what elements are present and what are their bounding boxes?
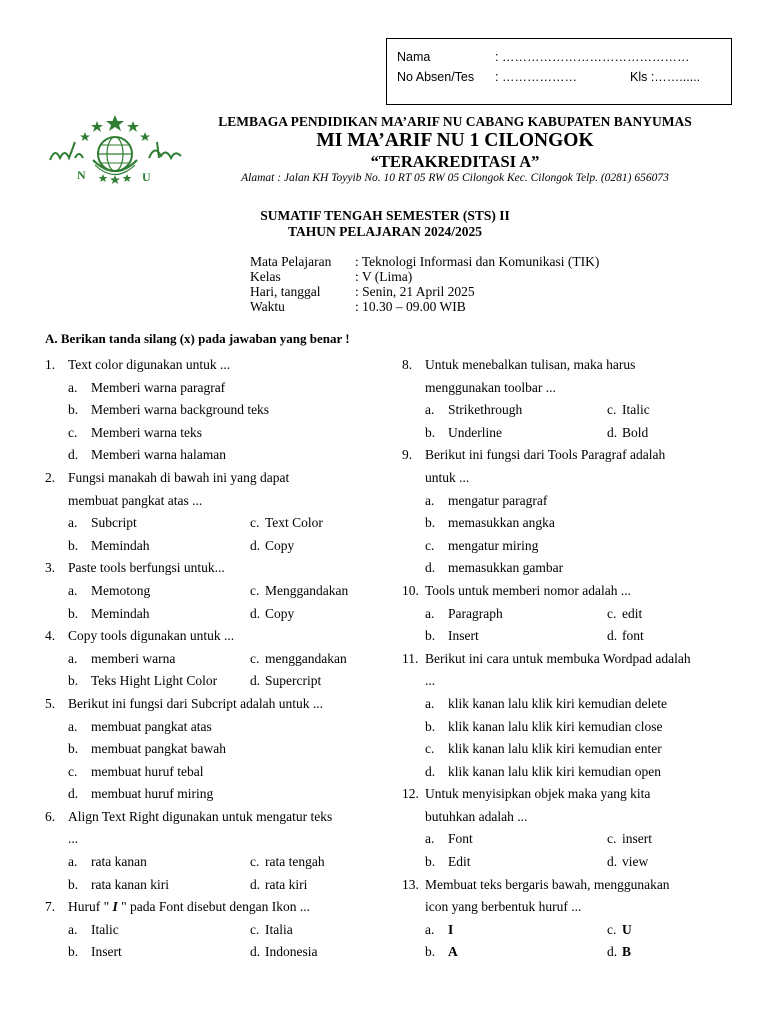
answer-option xyxy=(45,738,385,761)
option-letter[interactable]: a. xyxy=(68,854,78,870)
question-text: Berikut ini fungsi dari Subcript adalah untuk ... xyxy=(68,695,323,711)
option-letter[interactable]: d. xyxy=(68,447,79,463)
answer-option-pair xyxy=(45,874,385,897)
option-letter[interactable]: d. xyxy=(250,537,261,553)
option-letter[interactable]: d. xyxy=(250,944,261,960)
option-text: Memberi warna background teks xyxy=(91,402,270,418)
logo-letter-n: N xyxy=(77,168,86,182)
question-text: Membuat teks bergaris bawah, menggunakan xyxy=(425,876,670,892)
option-text: rata tengah xyxy=(265,854,325,870)
question-continuation xyxy=(402,806,742,829)
answer-option-pair xyxy=(45,580,385,603)
answer-option xyxy=(45,716,385,739)
answer-option xyxy=(45,761,385,784)
answer-option-pair xyxy=(45,670,385,693)
option-text: membuat pangkat atas xyxy=(91,718,212,734)
answer-option-pair xyxy=(45,919,385,942)
option-text: A xyxy=(448,944,458,960)
option-letter[interactable]: a. xyxy=(68,650,78,666)
option-letter[interactable]: b. xyxy=(425,515,436,531)
question-number: 4. xyxy=(45,628,56,644)
option-letter[interactable]: a. xyxy=(425,695,435,711)
option-letter[interactable]: b. xyxy=(425,628,436,644)
question-text: Untuk menyisipkan objek maka yang kita xyxy=(425,786,651,802)
student-identity-box xyxy=(386,38,732,105)
option-text: rata kanan xyxy=(91,854,147,870)
question-number: 2. xyxy=(45,469,56,485)
info-value: : V (Lima) xyxy=(355,269,413,284)
option-text: Strikethrough xyxy=(448,402,523,418)
question-number: 1. xyxy=(45,357,56,372)
option-letter[interactable]: c. xyxy=(425,537,435,553)
option-letter[interactable]: a. xyxy=(68,718,78,734)
option-letter[interactable]: d. xyxy=(607,628,618,644)
option-text: mengatur miring xyxy=(448,537,539,553)
exam-title: SUMATIF TENGAH SEMESTER (STS) II xyxy=(260,208,510,223)
answer-option-pair xyxy=(45,851,385,874)
option-letter[interactable]: b. xyxy=(68,876,79,892)
option-letter[interactable]: c. xyxy=(250,582,260,598)
answer-option xyxy=(402,693,742,716)
question-line xyxy=(402,874,742,897)
option-letter[interactable]: c. xyxy=(250,921,260,937)
question-text: Untuk menebalkan tulisan, maka harus xyxy=(425,357,636,372)
option-text: insert xyxy=(622,831,652,847)
option-text: Copy xyxy=(265,537,295,553)
question-line xyxy=(45,625,385,648)
option-letter[interactable]: c. xyxy=(250,650,260,666)
option-text: Paragraph xyxy=(448,605,503,621)
question-text: Paste tools berfungsi untuk... xyxy=(68,560,225,576)
option-letter[interactable]: d. xyxy=(607,944,618,960)
question-text: Copy tools digunakan untuk ... xyxy=(68,628,235,644)
info-label: Mata Pelajaran xyxy=(250,254,332,269)
question-continuation xyxy=(402,377,742,400)
answer-option-pair xyxy=(45,648,385,671)
question-continuation xyxy=(402,670,742,693)
question-number: 12. xyxy=(402,786,419,802)
option-text: Indonesia xyxy=(265,944,318,960)
option-letter[interactable]: a. xyxy=(68,379,78,395)
nu-logo-icon xyxy=(45,112,185,192)
answer-option-pair xyxy=(402,941,742,964)
option-letter[interactable]: c. xyxy=(425,741,435,757)
question-text: menggunakan toolbar ... xyxy=(425,379,556,395)
question-text: ... xyxy=(425,673,436,689)
question-text: Berikut ini fungsi dari Tools Paragraf adalah xyxy=(425,447,666,463)
option-text: Memindah xyxy=(91,537,150,553)
answer-option-pair xyxy=(45,535,385,558)
option-letter[interactable]: b. xyxy=(425,854,436,870)
name-label: Nama xyxy=(397,50,431,64)
option-letter[interactable]: b. xyxy=(425,944,436,960)
info-label: Hari, tanggal xyxy=(250,284,321,299)
question-continuation xyxy=(45,828,385,851)
name-field[interactable]: : ……………………………………… xyxy=(495,50,690,64)
info-label: Waktu xyxy=(250,299,285,314)
option-text: Memberi warna halaman xyxy=(91,447,226,463)
question-text-part: " pada Font disebut dengan Ikon ... xyxy=(121,899,311,915)
option-letter[interactable]: d. xyxy=(68,786,79,802)
option-text: edit xyxy=(622,605,643,621)
option-text: mengatur paragraf xyxy=(448,492,548,508)
class-field[interactable]: Kls :……...... xyxy=(630,70,701,84)
question-text: butuhkan adalah ... xyxy=(425,808,528,824)
option-letter[interactable]: c. xyxy=(607,402,617,418)
question-continuation xyxy=(402,467,742,490)
option-text: Supercript xyxy=(265,673,322,689)
option-text: Insert xyxy=(91,944,122,960)
option-letter[interactable]: b. xyxy=(68,673,79,689)
option-letter[interactable]: a. xyxy=(425,492,435,508)
question-line xyxy=(45,467,385,490)
answer-option-pair xyxy=(402,422,742,445)
option-letter[interactable]: c. xyxy=(250,515,260,531)
option-letter[interactable]: b. xyxy=(425,718,436,734)
option-text: membuat huruf miring xyxy=(91,786,214,802)
option-letter[interactable]: d. xyxy=(250,673,261,689)
info-value: : Senin, 21 April 2025 xyxy=(355,284,475,299)
question-line xyxy=(45,557,385,580)
answer-option xyxy=(45,377,385,400)
answer-option-pair xyxy=(45,603,385,626)
answer-option-pair xyxy=(402,625,742,648)
option-letter[interactable]: b. xyxy=(68,537,79,553)
answer-option-pair xyxy=(402,603,742,626)
option-text: Subcript xyxy=(91,515,137,531)
answer-option xyxy=(402,535,742,558)
option-letter[interactable]: c. xyxy=(250,854,260,870)
question-line xyxy=(402,783,742,806)
option-text: menggandakan xyxy=(265,650,347,666)
option-letter[interactable]: a. xyxy=(425,831,435,847)
option-letter[interactable]: a. xyxy=(425,402,435,418)
info-value: : 10.30 – 09.00 WIB xyxy=(355,299,466,314)
answer-option xyxy=(402,557,742,580)
question-text: untuk ... xyxy=(425,469,470,485)
option-text: rata kanan kiri xyxy=(91,876,169,892)
question-line xyxy=(402,648,742,671)
question-number: 8. xyxy=(402,357,413,372)
option-letter[interactable]: d. xyxy=(425,560,436,576)
question-line xyxy=(45,693,385,716)
option-text: view xyxy=(622,854,649,870)
option-letter[interactable]: a. xyxy=(68,921,78,937)
question-line xyxy=(402,580,742,603)
option-text: Italic xyxy=(622,402,650,418)
option-text: memasukkan gambar xyxy=(448,560,564,576)
option-letter[interactable]: d. xyxy=(425,763,436,779)
answer-option-pair xyxy=(45,512,385,535)
option-letter[interactable]: b. xyxy=(68,741,79,757)
question-line xyxy=(45,896,385,919)
question-number: 5. xyxy=(45,695,56,711)
option-text: Underline xyxy=(448,424,502,440)
option-text: B xyxy=(622,944,632,960)
option-text: klik kanan lalu klik kiri kemudian close xyxy=(448,718,663,734)
question-line xyxy=(45,354,385,377)
info-value: : Teknologi Informasi dan Komunikasi (TIK) xyxy=(355,254,600,269)
option-text: Memindah xyxy=(91,605,150,621)
question-text: Berikut ini cara untuk membuka Wordpad adalah xyxy=(425,650,691,666)
answer-option xyxy=(402,512,742,535)
question-line xyxy=(402,444,742,467)
option-letter[interactable]: d. xyxy=(250,876,261,892)
question-continuation xyxy=(45,490,385,513)
question-number: 11. xyxy=(402,650,419,666)
option-letter[interactable]: c. xyxy=(607,831,617,847)
option-letter[interactable]: d. xyxy=(607,424,618,440)
option-letter[interactable]: c. xyxy=(68,763,78,779)
option-text: I xyxy=(448,921,454,937)
question-line xyxy=(402,354,742,377)
question-number: 6. xyxy=(45,808,56,824)
option-letter[interactable]: b. xyxy=(425,424,436,440)
option-text: membuat huruf tebal xyxy=(91,763,204,779)
option-text: memasukkan angka xyxy=(448,515,555,531)
option-text: rata kiri xyxy=(265,876,308,892)
option-text: U xyxy=(622,921,632,937)
questions-left-column xyxy=(45,354,385,964)
question-line xyxy=(45,806,385,829)
section-a-instruction: A. Berikan tanda silang (x) pada jawaban yang benar ! xyxy=(45,331,350,346)
option-text: Memberi warna paragraf xyxy=(91,379,226,395)
question-text-part: Huruf " xyxy=(68,899,110,915)
question-text: icon yang berbentuk huruf ... xyxy=(425,899,582,915)
question-text: membuat pangkat atas ... xyxy=(68,492,203,508)
school-address: Alamat : Jalan KH Toyyib No. 10 RT 05 RW 05 Cilongok Kec. Cilongok Telp. (0281) 656073 xyxy=(241,172,669,184)
option-text: Italic xyxy=(91,921,119,937)
question-number: 7. xyxy=(45,899,56,915)
institution-name: LEMBAGA PENDIDIKAN MA’ARIF NU CABANG KABUPATEN BANYUMAS xyxy=(218,114,692,129)
option-letter[interactable]: a. xyxy=(425,921,435,937)
question-text xyxy=(68,896,310,919)
option-text: Memberi warna teks xyxy=(91,424,202,440)
question-number: 13. xyxy=(402,876,419,892)
option-text: memberi warna xyxy=(91,650,176,666)
question-text: Fungsi manakah di bawah ini yang dapat xyxy=(68,469,290,485)
answer-option xyxy=(402,490,742,513)
option-text: Text Color xyxy=(265,515,323,531)
option-letter[interactable]: b. xyxy=(68,944,79,960)
italic-letter: I xyxy=(109,899,122,915)
question-number: 9. xyxy=(402,447,413,463)
question-text: Tools untuk memberi nomor adalah ... xyxy=(425,582,632,598)
question-number: 10. xyxy=(402,582,419,598)
option-letter[interactable]: b. xyxy=(68,402,79,418)
school-name: MI MA’ARIF NU 1 CILONGOK xyxy=(316,130,594,151)
question-text: Text color digunakan untuk ... xyxy=(68,357,231,372)
answer-option-pair xyxy=(402,919,742,942)
option-text: membuat pangkat bawah xyxy=(91,741,226,757)
option-letter[interactable]: a. xyxy=(68,515,78,531)
answer-option xyxy=(402,761,742,784)
option-text: Memotong xyxy=(91,582,151,598)
answer-option-pair xyxy=(402,399,742,422)
logo-letter-u: U xyxy=(142,170,151,184)
option-text: Italia xyxy=(265,921,293,937)
absen-label: No Absen/Tes xyxy=(397,70,475,84)
option-letter[interactable]: d. xyxy=(607,854,618,870)
answer-option-pair xyxy=(402,828,742,851)
answer-option xyxy=(45,422,385,445)
option-text: Edit xyxy=(448,854,471,870)
option-text: Teks Hight Light Color xyxy=(91,673,218,689)
option-letter[interactable]: c. xyxy=(68,424,78,440)
option-letter[interactable]: c. xyxy=(607,605,617,621)
questions-right-column xyxy=(402,354,742,964)
answer-option-pair xyxy=(402,851,742,874)
question-continuation xyxy=(402,896,742,919)
option-letter[interactable]: a. xyxy=(68,582,78,598)
option-letter[interactable]: b. xyxy=(68,605,79,621)
answer-option xyxy=(45,444,385,467)
absen-field[interactable]: : ……………… xyxy=(495,70,577,84)
option-text: font xyxy=(622,628,644,644)
question-text: Align Text Right digunakan untuk mengatur teks xyxy=(68,808,333,824)
option-text: Font xyxy=(448,831,473,847)
option-text: Insert xyxy=(448,628,479,644)
option-letter[interactable]: c. xyxy=(607,921,617,937)
exam-year: TAHUN PELAJARAN 2024/2025 xyxy=(287,224,482,239)
question-number: 3. xyxy=(45,560,56,576)
accreditation: “TERAKREDITASI A” xyxy=(370,152,540,171)
option-text: Copy xyxy=(265,605,295,621)
answer-option xyxy=(402,738,742,761)
answer-option xyxy=(402,716,742,739)
option-letter[interactable]: a. xyxy=(425,605,435,621)
option-text: klik kanan lalu klik kiri kemudian enter xyxy=(448,741,662,757)
option-text: Menggandakan xyxy=(265,582,349,598)
option-text: klik kanan lalu klik kiri kemudian open xyxy=(448,763,661,779)
answer-option xyxy=(45,783,385,806)
info-label: Kelas xyxy=(250,269,281,284)
answer-option xyxy=(45,399,385,422)
option-letter[interactable]: d. xyxy=(250,605,261,621)
answer-option-pair xyxy=(45,941,385,964)
option-text: klik kanan lalu klik kiri kemudian delete xyxy=(448,695,667,711)
option-text: Bold xyxy=(622,424,649,440)
question-text: ... xyxy=(68,831,79,847)
